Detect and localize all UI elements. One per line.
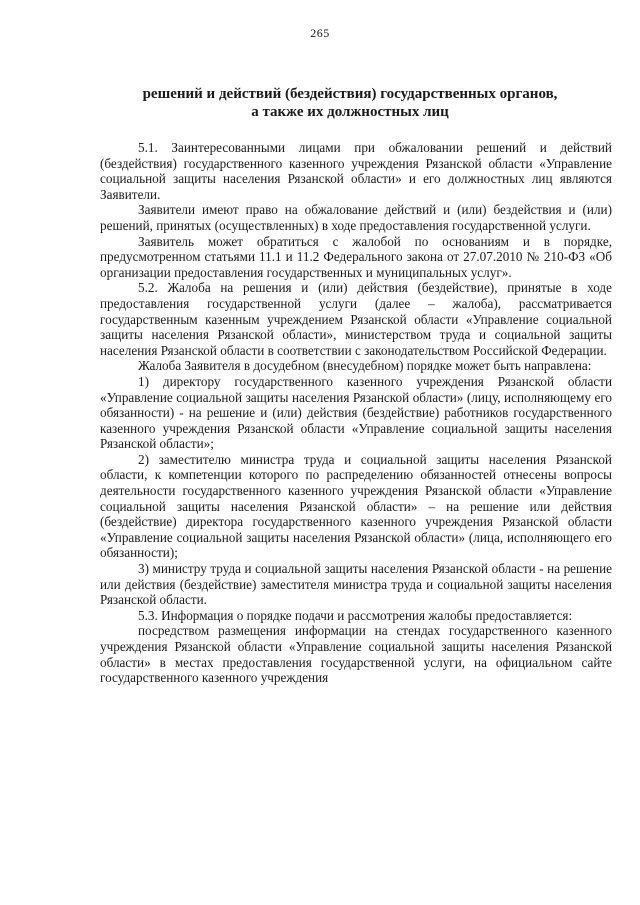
paragraph-appeal-grounds: Заявитель может обратиться с жалобой по основаниям и в порядке, предусмотренном статьями 11.1 и 11.2 Федерального закона от 27.07.2010 № 210-ФЗ «Об организации предоставления государственных и муниципальных услуг».	[100, 233, 612, 280]
heading-line-2: а также их должностных лиц	[251, 104, 449, 120]
paragraph-5-2: 5.2. Жалоба на решения и (или) действия (бездействие), принятые в ходе предоставления государственной услуги (далее – жалоба), рассматривается государственным казенным учреждением Рязанской области «Управление социальной защиты населения Рязанской области», министерством труда и социальной защиты населения Рязанской области в соответствии с законодательством Российской Федерации.	[100, 280, 612, 358]
page-number: 265	[310, 26, 330, 40]
paragraph-appeal-right: Заявители имеют право на обжалование действий и (или) бездействия и (или) решений, принятых (осуществленных) в ходе предоставления государственной услуги.	[100, 202, 612, 233]
section-heading	[60, 85, 640, 121]
paragraph-item-2: 2) заместителю министра труда и социальной защиты населения Рязанской области, к компетенции которого по распределению обязанностей отнесены вопросы деятельности государственного казенного учреждения Рязанской области «Управление социальной защиты населения Рязанской области» – на решение или действия (бездействие) директора государственного казенного учреждения Рязанской области «Управление социальной защиты населения Рязанской области» (лица, исполняющего его обязанности);	[100, 451, 612, 561]
paragraph-complaint-sent-to: Жалоба Заявителя в досудебном (внесудебном) порядке может быть направлена:	[138, 358, 592, 374]
paragraph-5-3: 5.3. Информация о порядке подачи и рассмотрения жалобы предоставляется:	[138, 607, 573, 623]
paragraph-info-placement: посредством размещения информации на стендах государственного казенного учреждения Рязанской области «Управление социальной защиты населения Рязанской области» в местах предоставления государственной услуги, на официальном сайте государственного казенного учреждения	[100, 623, 612, 686]
paragraph-item-1: 1) директору государственного казенного учреждения Рязанской области «Управление социальной защиты населения Рязанской области» (лицу, исполняющему его обязанности) - на решение и (или) действия (бездействие) работников государственного казенного учреждения Рязанской области «Управление социальной защиты населения Рязанской области»;	[100, 373, 612, 452]
paragraph-5-1: 5.1. Заинтересованными лицами при обжаловании решений и действий (бездействия) государственного казенного учреждения Рязанской области «Управление социальной защиты населения Рязанской области» и его должностных лиц являются Заявители.	[100, 140, 612, 202]
heading-line-1: решений и действий (бездействия) государственных органов,	[142, 86, 558, 102]
body-text	[100, 140, 612, 686]
paragraph-item-3: 3) министру труда и социальной защиты населения Рязанской области - на решение или действия (бездействие) заместителя министра труда и социальной защиты населения Рязанской области.	[100, 561, 612, 608]
